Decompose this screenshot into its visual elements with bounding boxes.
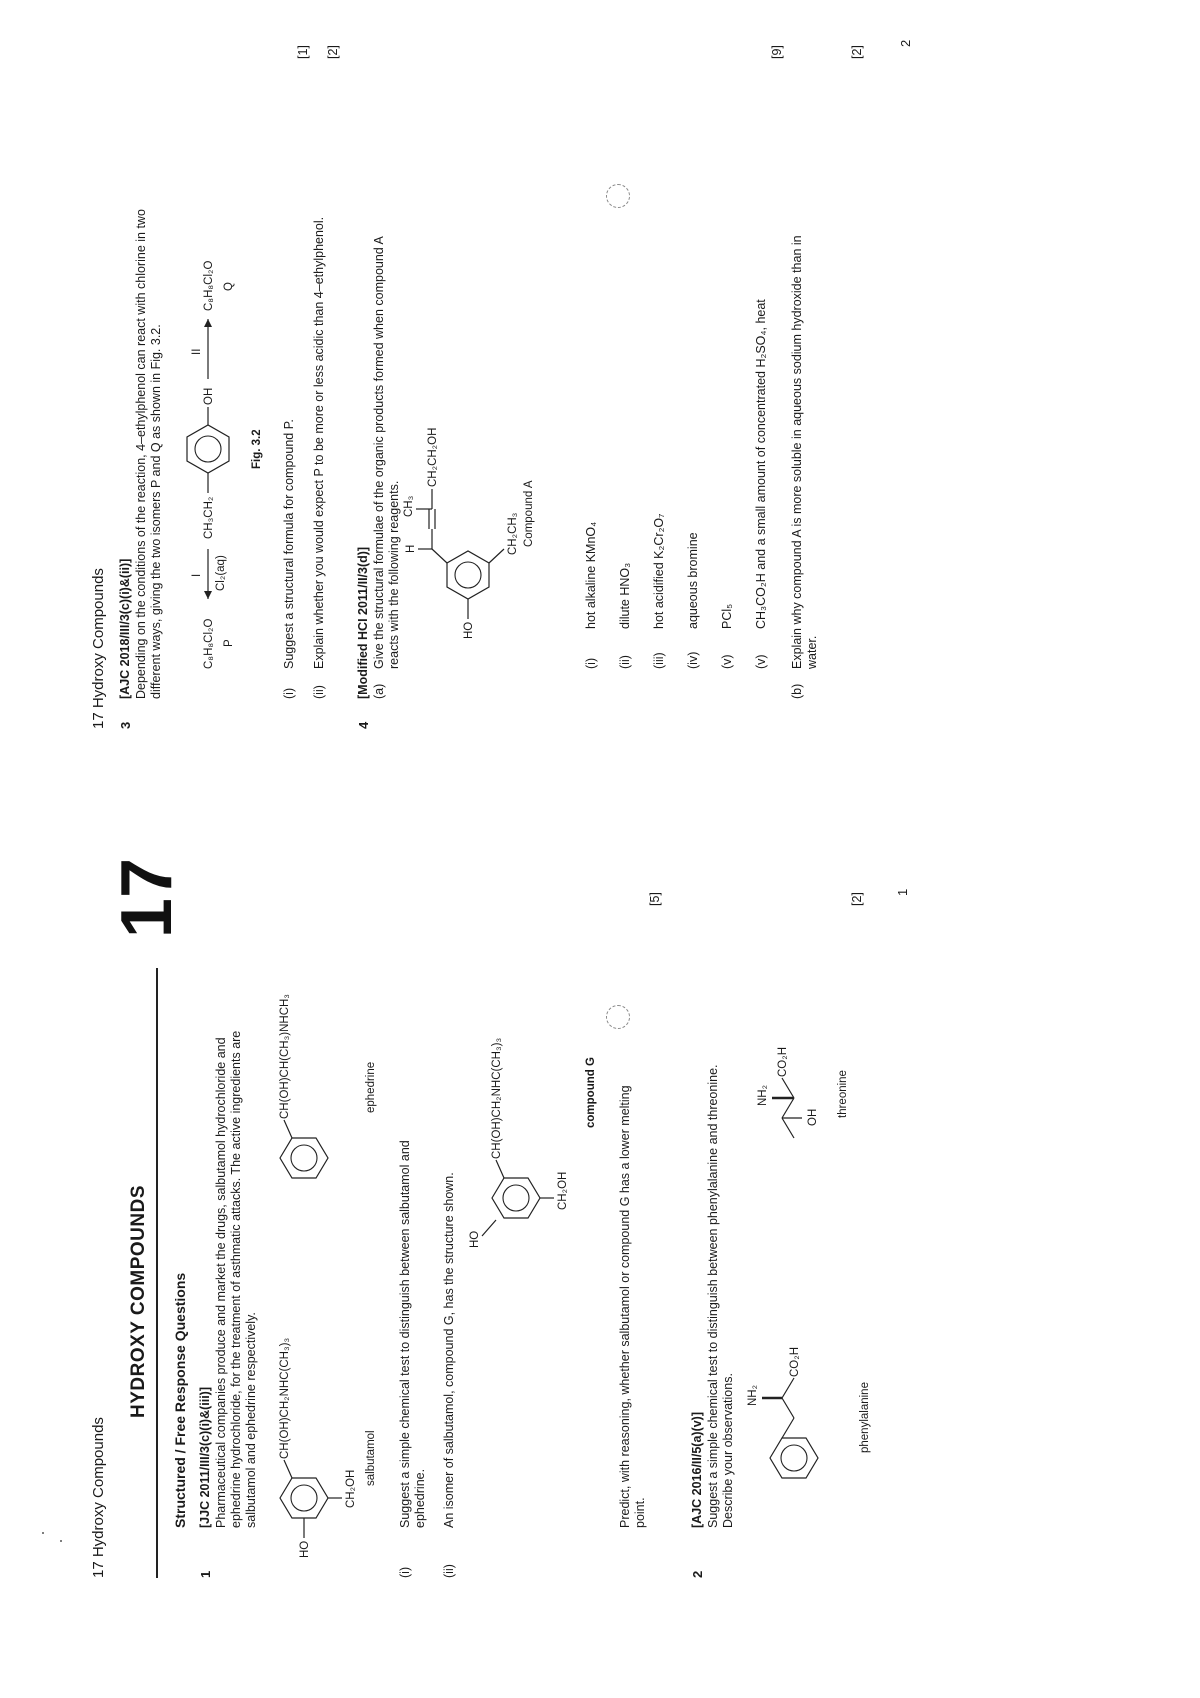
question-source: [Modified HCI 2011/II/3(d)]: [356, 546, 370, 699]
punch-hole-mark: [606, 1005, 630, 1029]
question-text: Depending on the conditions of the reaction, 4–ethylphenol can react with chlorine in two different ways, giving the two isomers P and Q as shown in Fig. 3.2.: [134, 209, 163, 699]
svg-text:CH₂OH: CH₂OH: [345, 1469, 357, 1508]
part-label: (b): [790, 683, 804, 699]
svg-text:CH₂CH₂OH: CH₂CH₂OH: [427, 427, 439, 487]
svg-text:Compound A: Compound A: [523, 480, 535, 547]
part-b-text: Explain why compound A is more soluble in aqueous sodium hydroxide than in water.: [790, 235, 819, 669]
reagent-label: (iii): [652, 652, 666, 669]
question-source: [AJC 2018/III/3(c)(i)&(ii)]: [118, 558, 132, 699]
part-ii-text: An isomer of salbutamol, compound G, has the structure shown.: [442, 1172, 456, 1528]
svg-text:OH: OH: [807, 1108, 819, 1126]
reagent-label: (v): [754, 654, 768, 669]
svg-text:CO₂H: CO₂H: [777, 1046, 789, 1077]
svg-text:CH(OH)CH₂NHC(CH₃)₃: CH(OH)CH₂NHC(CH₃)₃: [279, 1337, 291, 1459]
reagent-label: (ii): [618, 655, 632, 669]
svg-text:HO: HO: [463, 621, 475, 639]
part-label: (i): [282, 687, 296, 699]
svg-text:salbutamol: salbutamol: [365, 1430, 377, 1486]
svg-text:NH₂: NH₂: [747, 1384, 759, 1406]
svg-text:P: P: [223, 639, 235, 647]
svg-text:Q: Q: [223, 282, 235, 291]
part-label: (a): [372, 683, 386, 699]
svg-text:compound G: compound G: [585, 1057, 597, 1128]
scan-speck: [60, 1540, 62, 1542]
page-header: 17 Hydroxy Compounds: [90, 1417, 107, 1578]
question-number: 3: [118, 721, 133, 729]
chapter-number: 17: [107, 858, 187, 939]
svg-text:I: I: [191, 573, 203, 577]
svg-text:CH₃CH₂: CH₃CH₂: [203, 496, 215, 539]
svg-text:CH(OH)CH(CH₃)NHCH₃: CH(OH)CH(CH₃)NHCH₃: [279, 994, 291, 1119]
salbutamol-structure: [262, 1258, 382, 1558]
svg-text:HO: HO: [299, 1540, 311, 1558]
threonine-structure: [740, 938, 880, 1158]
scan-speck: [42, 1532, 44, 1534]
mark-allocation: [2]: [850, 45, 864, 59]
question-number: 4: [356, 721, 371, 729]
question-source: [AJC 2016/II/5(a)(v)]: [690, 1411, 704, 1528]
part-ii-text: Explain whether you would expect P to be more or less acidic than 4–ethylphenol.: [312, 216, 326, 669]
page-1: [0, 849, 1200, 1698]
phenylalanine-structure: [740, 1238, 880, 1498]
svg-text:Fig. 3.2: Fig. 3.2: [251, 429, 263, 469]
question-number: 2: [690, 1570, 705, 1578]
reagent-text: hot alkaline KMnO₄: [584, 521, 598, 629]
part-label: (ii): [312, 685, 326, 699]
svg-text:CH(OH)CH₂NHC(CH₃)₃: CH(OH)CH₂NHC(CH₃)₃: [491, 1037, 503, 1159]
part-label: (i): [398, 1566, 412, 1578]
page-number: 2: [898, 39, 913, 47]
reagent-text: dilute HNO₃: [618, 562, 632, 629]
part-i-text: Suggest a structural formula for compound P.: [282, 419, 296, 669]
svg-text:C₈H₈Cl₂O: C₈H₈Cl₂O: [203, 260, 215, 311]
mark-allocation: [5]: [648, 892, 662, 906]
svg-text:CH₂OH: CH₂OH: [557, 1171, 569, 1210]
part-label: (ii): [442, 1564, 456, 1578]
svg-text:HO: HO: [469, 1230, 481, 1248]
punch-hole-mark: [606, 184, 630, 208]
svg-text:Cl₂(aq): Cl₂(aq): [215, 555, 227, 591]
question-text: Pharmaceutical companies produce and market the drugs, salbutamol hydrochloride and ephedrine hydrochloride, for the treatment of asthmatic attacks. The active ingredients are salbutamol and ephedrine respectively.: [214, 1030, 258, 1528]
reagent-label: (i): [584, 657, 598, 669]
reagent-label: (v): [720, 654, 734, 669]
reaction-scheme: [172, 109, 268, 669]
part-a-text: Give the structural formulae of the organic products formed when compound A reacts with the following reagents.: [372, 236, 401, 669]
svg-text:CH₂CH₃: CH₂CH₃: [507, 512, 519, 555]
reagent-text: PCl₅: [720, 603, 734, 629]
svg-text:threonine: threonine: [837, 1070, 849, 1118]
svg-text:II: II: [191, 348, 203, 355]
svg-text:ephedrine: ephedrine: [365, 1061, 377, 1113]
ephedrine-structure: [262, 918, 382, 1198]
section-heading: Structured / Free Response Questions: [172, 1272, 188, 1528]
question-source: [JJC 2011/III/3(c)(i)&(iii)]: [198, 1386, 212, 1528]
svg-text:CH₃: CH₃: [403, 495, 415, 517]
compound-a-structure: [398, 259, 558, 639]
mark-allocation: [2]: [850, 892, 864, 906]
svg-text:CO₂H: CO₂H: [789, 1346, 801, 1377]
predict-text: Predict, with reasoning, whether salbutamol or compound G has a lower melting point.: [618, 1085, 647, 1528]
part-i-text: Suggest a simple chemical test to distinguish between salbutamol and ephedrine.: [398, 1140, 427, 1528]
page-number: 1: [895, 888, 910, 896]
title-rule: [156, 968, 158, 1578]
svg-text:H: H: [405, 544, 417, 553]
svg-text:NH₂: NH₂: [757, 1084, 769, 1106]
page-header: 17 Hydroxy Compounds: [90, 568, 107, 729]
reagent-text: hot acidified K₂Cr₂O₇: [652, 513, 666, 629]
page-title: HYDROXY COMPOUNDS: [128, 1184, 149, 1418]
question-text: Suggest a simple chemical test to distinguish between phenylalanine and threonine. Describe your observations.: [706, 1064, 735, 1528]
mark-allocation: [9]: [770, 45, 784, 59]
svg-text:OH: OH: [203, 387, 215, 405]
reagent-label: (iv): [686, 651, 700, 669]
compound-g-structure: [464, 948, 604, 1248]
mark-allocation: [2]: [326, 45, 340, 59]
reagent-text: aqueous bromine: [686, 532, 700, 629]
svg-text:phenylalanine: phenylalanine: [859, 1382, 871, 1453]
reagent-text: CH₃CO₂H and a small amount of concentrated H₂SO₄, heat: [754, 299, 768, 629]
mark-allocation: [1]: [296, 45, 310, 59]
svg-text:C₈H₈Cl₂O: C₈H₈Cl₂O: [203, 618, 215, 669]
question-number: 1: [198, 1570, 213, 1578]
